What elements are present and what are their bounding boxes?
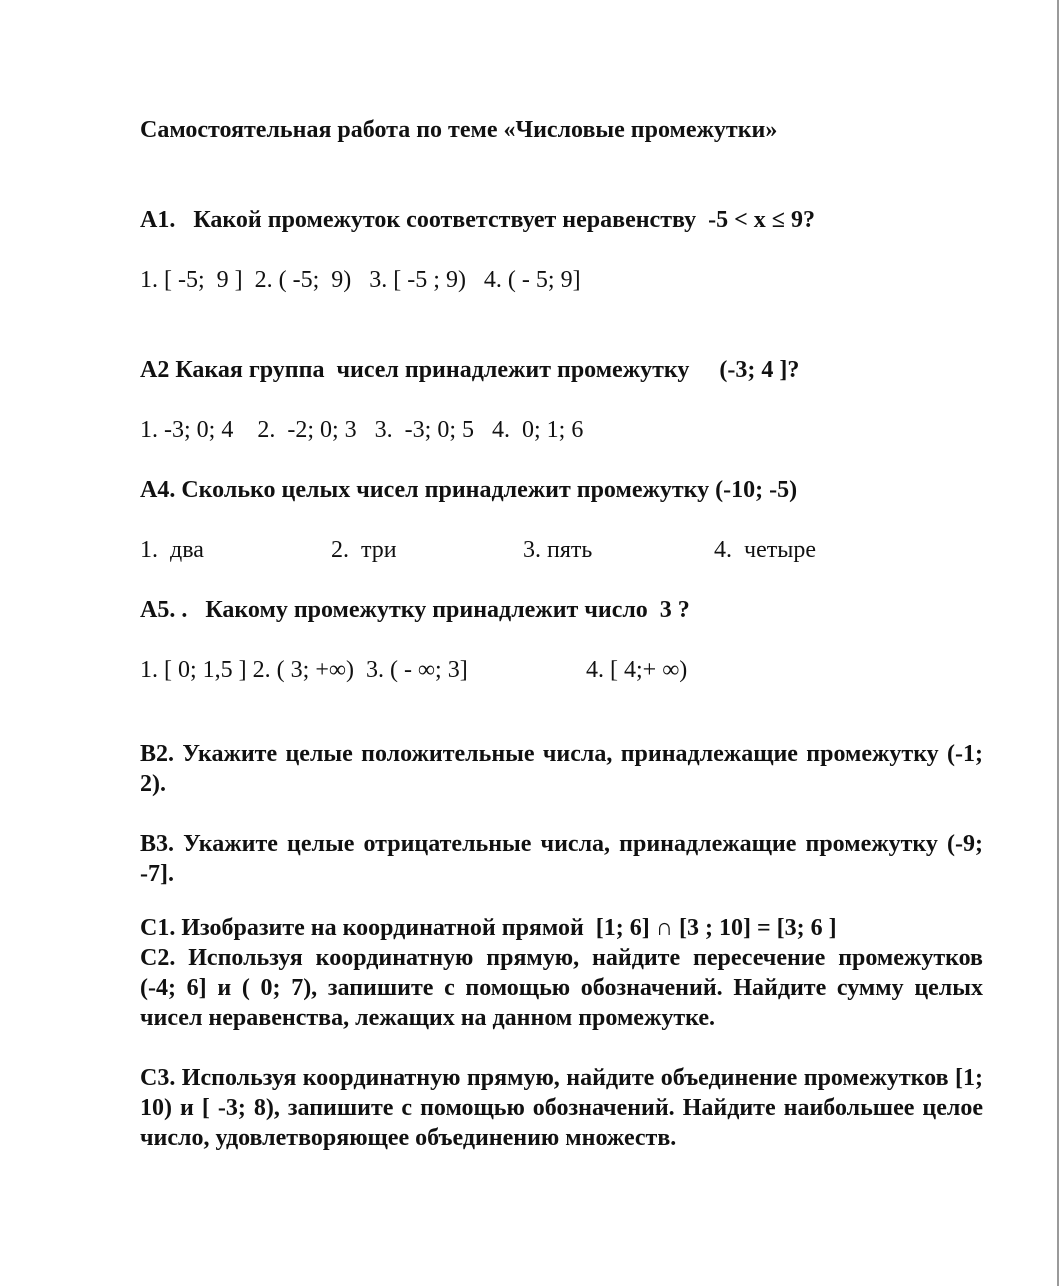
question-c2: С2. Используя координатную прямую, найдите пересечение промежутков (-4; 6] и ( 0; 7), запишите с помощью обозначений. Найдите сумму целых чисел неравенства, лежащих на данном промежутке.: [140, 945, 983, 1031]
question-a4-option-3: 3. пять: [523, 537, 593, 563]
question-a5-prompt: А5. . Какому промежутку принадлежит число 3 ?: [140, 597, 690, 623]
question-a4-option-4: 4. четыре: [714, 537, 816, 563]
question-a1-options: 1. [ -5; 9 ] 2. ( -5; 9) 3. [ -5 ; 9) 4. ( - 5; 9]: [140, 267, 581, 293]
question-a2-options: 1. -3; 0; 4 2. -2; 0; 3 3. -3; 0; 5 4. 0; 1; 6: [140, 417, 584, 443]
page-right-border: [1057, 0, 1059, 1286]
question-a4-option-2: 2. три: [331, 537, 397, 563]
question-a1-prompt: А1. Какой промежуток соответствует неравенству -5 < х ≤ 9?: [140, 207, 815, 233]
question-b2: В2. Укажите целые положительные числа, принадлежащие промежутку (-1; 2).: [140, 741, 983, 797]
question-a4-prompt: А4. Сколько целых чисел принадлежит промежутку (-10; -5): [140, 477, 798, 503]
question-c1: С1. Изобразите на координатной прямой [1; 6] ∩ [3 ; 10] = [3; 6 ]: [140, 915, 837, 941]
question-a2-prompt: А2 Какая группа чисел принадлежит промежутку (-3; 4 ]?: [140, 357, 800, 383]
page-title: Самостоятельная работа по теме «Числовые промежутки»: [140, 117, 778, 143]
question-a5-options-group1: 1. [ 0; 1,5 ] 2. ( 3; +∞) 3. ( - ∞; 3]: [140, 657, 468, 683]
question-b3: В3. Укажите целые отрицательные числа, принадлежащие промежутку (-9; -7].: [140, 831, 983, 887]
question-a5-options-group2: 4. [ 4;+ ∞): [586, 657, 688, 683]
question-c3: С3. Используя координатную прямую, найдите объединение промежутков [1; 10) и [ -3; 8), запишите с помощью обозначений. Найдите наибольшее целое число, удовлетворяющее объединению множеств.: [140, 1065, 983, 1151]
question-a4-option-1: 1. два: [140, 537, 204, 563]
